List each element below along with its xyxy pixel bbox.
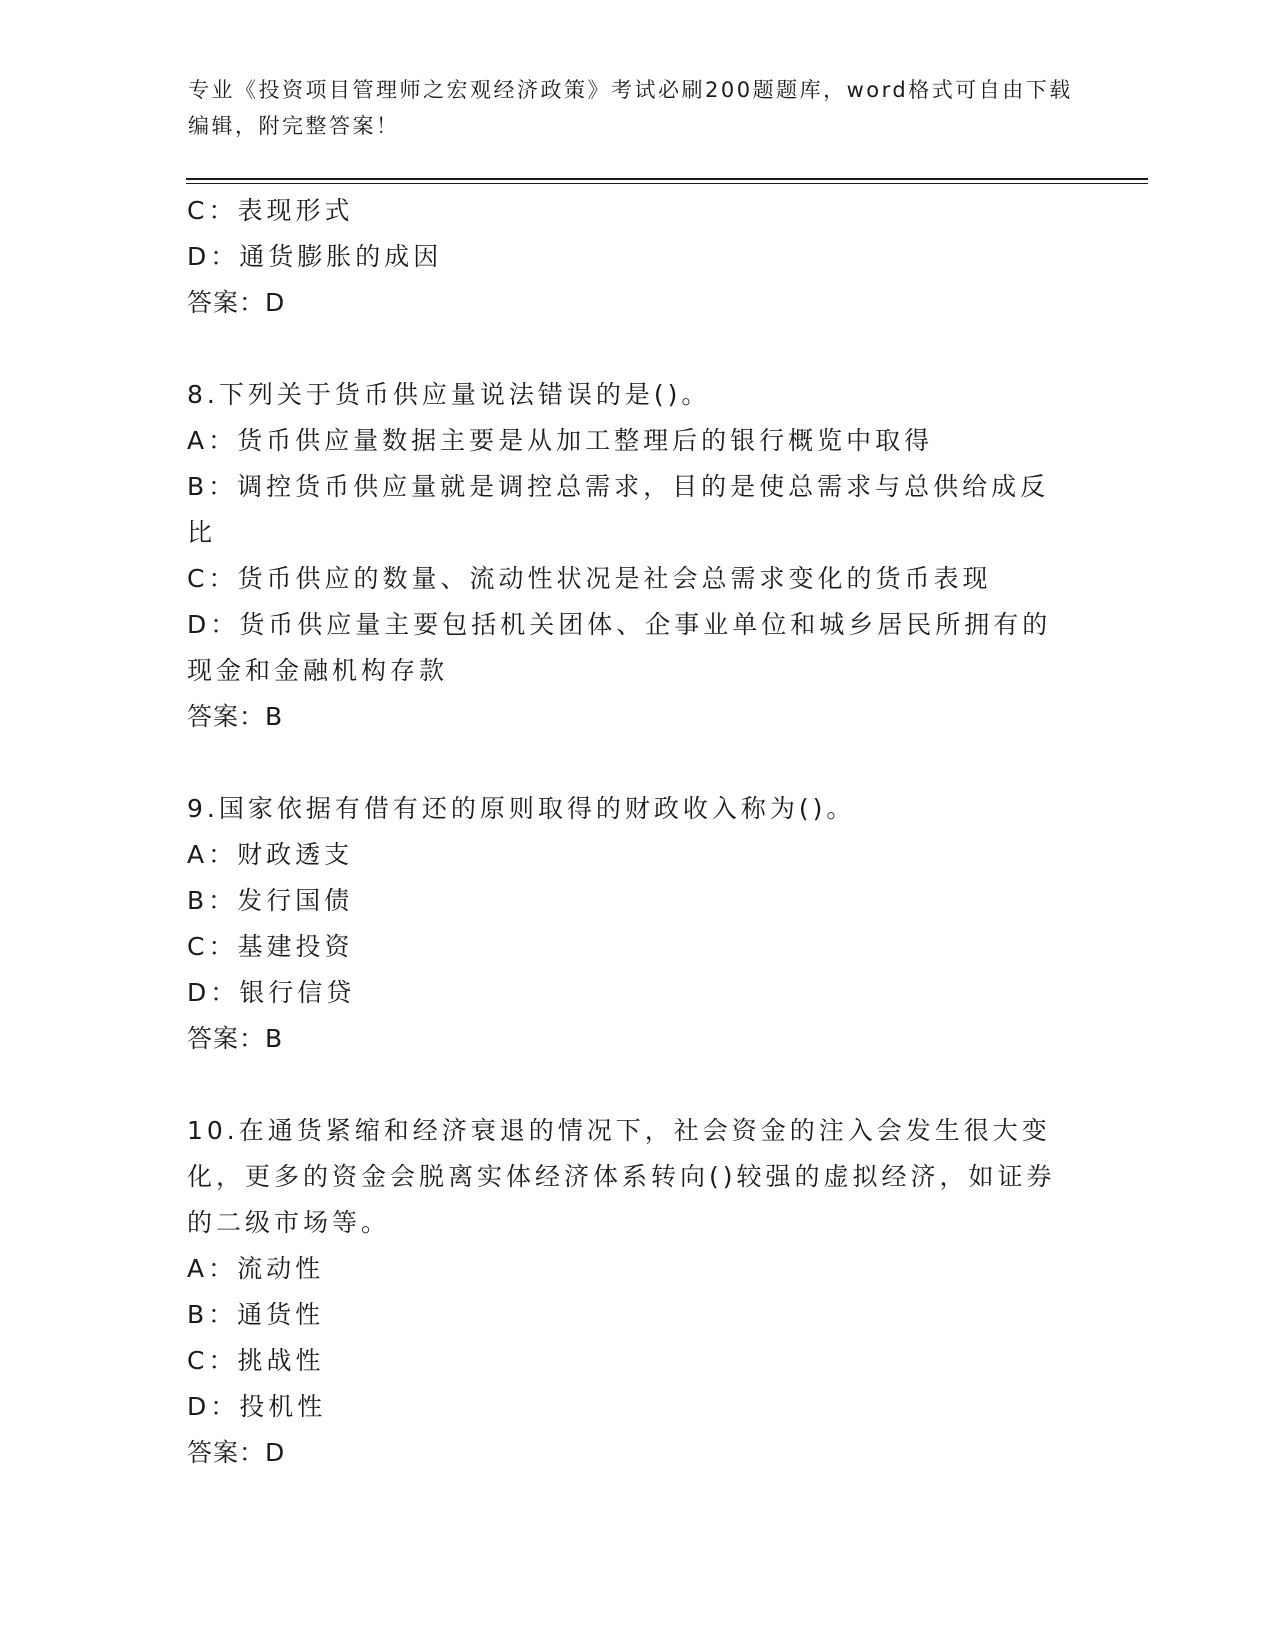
option-d: D：投机性 bbox=[187, 1392, 327, 1421]
spacer bbox=[187, 1062, 1067, 1108]
option-c: C：基建投资 bbox=[187, 932, 354, 961]
answer-line: 答案：D bbox=[187, 1438, 286, 1467]
answer-line: 答案：B bbox=[187, 702, 284, 731]
question-stem: 10.在通货紧缩和经济衰退的情况下，社会资金的注入会发生很大变化，更多的资金会脱离实体经济体系转向()较强的虚拟经济，如证券的二级市场等。 bbox=[187, 1116, 1056, 1237]
header-rule-thick bbox=[186, 178, 1148, 180]
question-stem: 8.下列关于货币供应量说法错误的是()。 bbox=[187, 380, 711, 409]
option-b: B：通货性 bbox=[187, 1300, 325, 1329]
option-a: A：财政透支 bbox=[187, 840, 354, 869]
answer-line: 答案：D bbox=[187, 288, 286, 317]
option-c: C：货币供应的数量、流动性状况是社会总需求变化的货币表现 bbox=[187, 564, 992, 593]
document-header: 专业《投资项目管理师之宏观经济政策》考试必刷200题题库，word格式可自由下载编辑，附完整答案！ bbox=[188, 78, 1073, 138]
option-a: A：货币供应量数据主要是从加工整理后的银行概览中取得 bbox=[187, 426, 934, 455]
spacer bbox=[187, 740, 1067, 786]
option-c: C：挑战性 bbox=[187, 1346, 325, 1375]
option-a: A：流动性 bbox=[187, 1254, 325, 1283]
carryover-question bbox=[187, 188, 1067, 326]
option-d: D：货币供应量主要包括机关团体、企事业单位和城乡居民所拥有的现金和金融机构存款 bbox=[187, 610, 1052, 685]
question-10 bbox=[187, 1108, 1067, 1476]
spacer bbox=[187, 326, 1067, 372]
option-b: B：调控货币供应量就是调控总需求，目的是使总需求与总供给成反比 bbox=[187, 472, 1050, 547]
question-9 bbox=[187, 786, 1067, 1062]
option-d: D：银行信贷 bbox=[187, 978, 356, 1007]
question-stem: 9.国家依据有借有还的原则取得的财政收入称为()。 bbox=[187, 794, 856, 823]
header-rule-thin bbox=[186, 183, 1148, 184]
option-b: B：发行国债 bbox=[187, 886, 354, 915]
question-content bbox=[187, 188, 1067, 1476]
answer-line: 答案：B bbox=[187, 1024, 284, 1053]
question-8 bbox=[187, 372, 1067, 740]
option-d: D：通货膨胀的成因 bbox=[187, 242, 443, 271]
option-c: C：表现形式 bbox=[187, 196, 354, 225]
